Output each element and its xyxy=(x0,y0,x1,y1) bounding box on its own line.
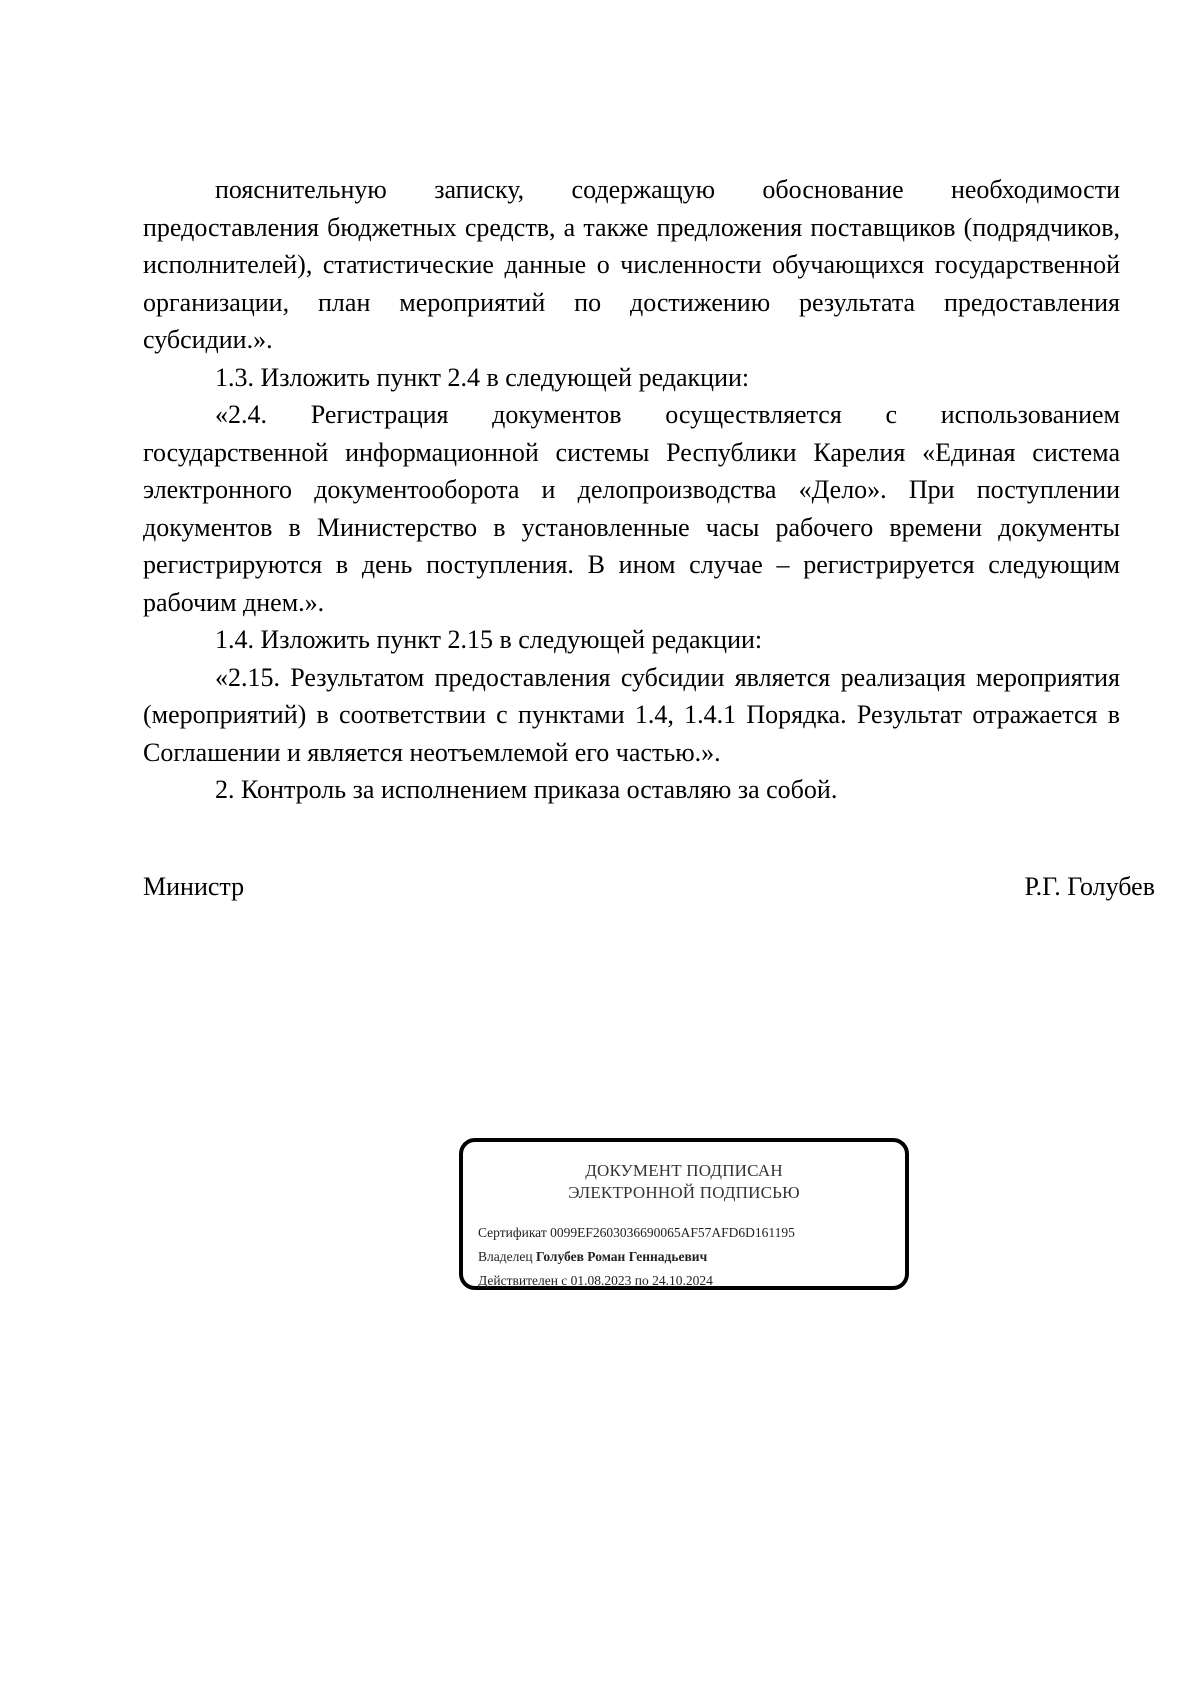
stamp-certificate-line xyxy=(478,1221,795,1245)
paragraph-clause-2-4: «2.4. Регистрация документов осуществляется с использованием государственной информационной системы Республики Карелия «Единая система электронного документооборота и делопроизводства «Дело». При поступлении документов в Министерство в установленные часы рабочего времени документы регистрируются в день поступления. В ином случае – регистрируется следующим рабочим днем.». xyxy=(143,400,1120,617)
signatory-name: Р.Г. Голубев xyxy=(1024,872,1155,901)
certificate-label: Сертификат xyxy=(478,1225,547,1240)
owner-label: Владелец xyxy=(478,1249,533,1264)
stamp-title xyxy=(463,1160,905,1204)
validity-to-label: по xyxy=(634,1273,649,1288)
stamp-validity-line xyxy=(478,1269,795,1293)
paragraph-item-1-4: 1.4. Изложить пункт 2.15 в следующей редакции: xyxy=(215,625,763,654)
owner-value: Голубев Роман Геннадьевич xyxy=(535,1249,708,1264)
validity-label: Действителен с xyxy=(478,1273,568,1288)
signatory-position: Министр xyxy=(143,872,245,901)
stamp-title-line-2: ЭЛЕКТРОННОЙ ПОДПИСЬЮ xyxy=(568,1183,800,1202)
certificate-value: 0099EF2603036690065AF57AFD6D161195 xyxy=(550,1225,795,1240)
stamp-title-line-1: ДОКУМЕНТ ПОДПИСАН xyxy=(585,1161,783,1180)
valid-from-value: 01.08.2023 xyxy=(570,1273,632,1288)
valid-to-value: 24.10.2024 xyxy=(652,1273,713,1288)
electronic-signature-stamp xyxy=(459,1138,909,1290)
stamp-owner-line xyxy=(478,1245,795,1269)
paragraph-clause-2-15: «2.15. Результатом предоставления субсидии является реализация мероприятия (мероприятий) в соответствии с пунктами 1.4, 1.4.1 Порядка. Результат отражается в Соглашении и является неотъемлемой его частью.». xyxy=(143,662,1120,767)
paragraph-item-1-3: 1.3. Изложить пункт 2.4 в следующей редакции: xyxy=(215,362,750,392)
document-body xyxy=(143,171,1120,809)
paragraph-explanatory-note: пояснительную записку, содержащую обоснование необходимости предоставления бюджетных средств, а также предложения поставщиков (подрядчиков, исполнителей), статистические данные о численности обучающихся государственной организации, план мероприятий по достижению результата предоставления субсидии.». xyxy=(143,175,1120,354)
paragraph-control: 2. Контроль за исполнением приказа оставляю за собой. xyxy=(215,775,838,804)
stamp-details xyxy=(478,1221,795,1293)
